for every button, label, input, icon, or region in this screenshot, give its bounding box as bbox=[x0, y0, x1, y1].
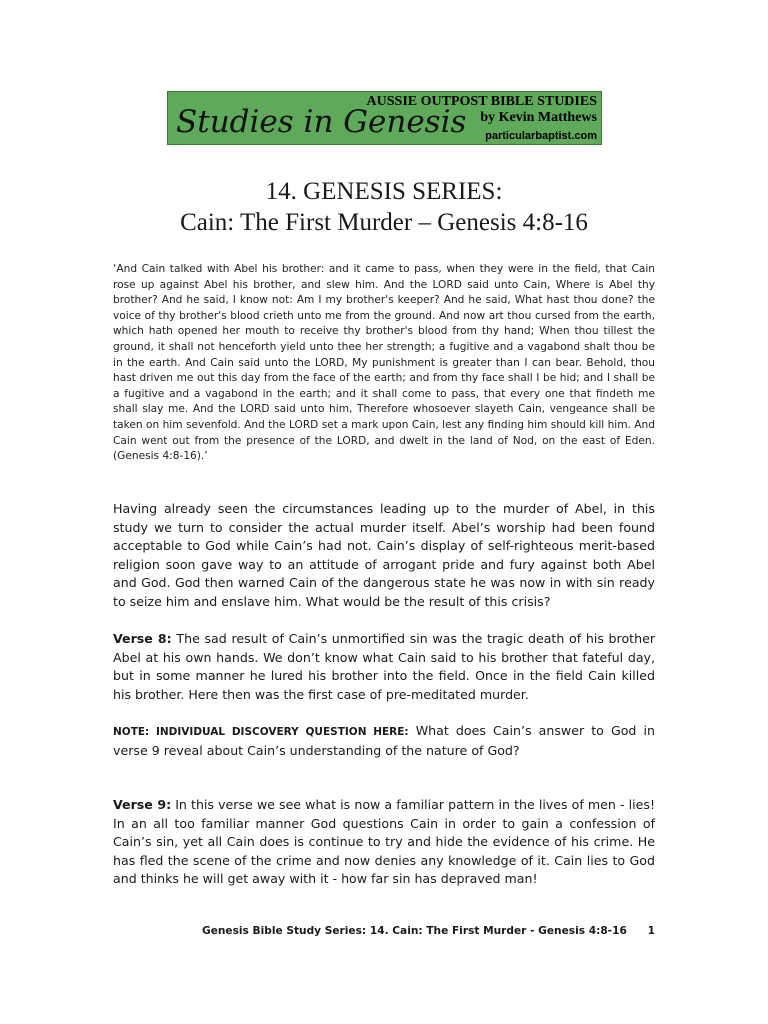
banner-info bbox=[367, 94, 597, 144]
verse-9-paragraph bbox=[113, 796, 655, 889]
page-title bbox=[0, 176, 768, 238]
title-line-2: Cain: The First Murder – Genesis 4:8-16 bbox=[180, 209, 588, 236]
header-banner bbox=[167, 91, 602, 145]
discovery-question-paragraph bbox=[113, 722, 655, 760]
banner-website: particularbaptist.com bbox=[485, 130, 597, 142]
banner-script-title: Studies in Genesis bbox=[176, 104, 467, 140]
note-label: NOTE: INDIVIDUAL DISCOVERY QUESTION HERE: bbox=[113, 726, 409, 738]
verse-9-label: Verse 9: bbox=[113, 797, 172, 812]
scripture-quote: ‘And Cain talked with Abel his brother: and it came to pass, when they were in the field, that Cain rose up against Abel his brother, and slew him. And the LORD said unto Cain, Where is Abel thy brother? And he said, I know not: Am I my brother's keeper? And he said, What hast thou done? the voice of thy brother's blood crieth unto me from the ground. And now art thou cursed from the earth, which hath opened her mouth to receive thy brother's blood from thy hand; When thou tillest the ground, it shall not henceforth yield unto thee her strength; a fugitive and a vagabond shalt thou be in the earth. And Cain said unto the LORD, My punishment is greater than I can bear. Behold, thou hast driven me out this day from the face of the earth; and from thy face shall I be hid; and I shall be a fugitive and a vagabond in the earth; and it shall come to pass, that every one that findeth me shall slay me. And the LORD said unto him, Therefore whosoever slayeth Cain, vengeance shall be taken on him sevenfold. And the LORD set a mark upon Cain, lest any finding him should kill him. And Cain went out from the presence of the LORD, and dwelt in the land of Nod, on the east of Eden. (Genesis 4:8-16).’ bbox=[113, 263, 655, 463]
banner-series-name: AUSSIE OUTPOST BIBLE STUDIES bbox=[366, 94, 597, 109]
title-line-1: 14. GENESIS SERIES: bbox=[265, 178, 503, 205]
verse-8-paragraph bbox=[113, 630, 655, 704]
footer-text: Genesis Bible Study Series: 14. Cain: The First Murder - Genesis 4:8-16 bbox=[202, 925, 627, 937]
verse-8-label: Verse 8: bbox=[113, 631, 172, 646]
note-text: What does Cain’s answer to God in verse 9 reveal about Cain’s understanding of the nature of God? bbox=[113, 723, 655, 758]
page-number: 1 bbox=[647, 925, 655, 937]
verse-8-text: The sad result of Cain’s unmortified sin was the tragic death of his brother Abel at his own hands. We don’t know what Cain said to his brother that fateful day, but in some manner he lured his brother into the field. Once in the field Cain killed his brother. Here then was the first case of pre-meditated murder. bbox=[113, 631, 656, 702]
verse-9-text: In this verse we see what is now a familiar pattern in the lives of men - lies! In an all too familiar manner God questions Cain in order to gain a confession of Cain’s sin, yet all Cain does is continue to try and hide the evidence of his crime. He has fled the scene of the crime and now denies any knowledge of it. Cain lies to God and thinks he will get away with it - how far sin has depraved man! bbox=[113, 797, 655, 887]
intro-paragraph: Having already seen the circumstances leading up to the murder of Abel, in this study we turn to consider the actual murder itself. Abel’s worship had been found acceptable to God while Cain’s had not. Cain’s display of self-righteous merit-based religion soon gave way to an attitude of arrogant pride and fury against both Abel and God. God then warned Cain of the dangerous state he was now in with sin ready to seize him and enslave him. What would be the result of this crisis? bbox=[113, 501, 655, 609]
banner-author: by Kevin Matthews bbox=[480, 110, 597, 125]
